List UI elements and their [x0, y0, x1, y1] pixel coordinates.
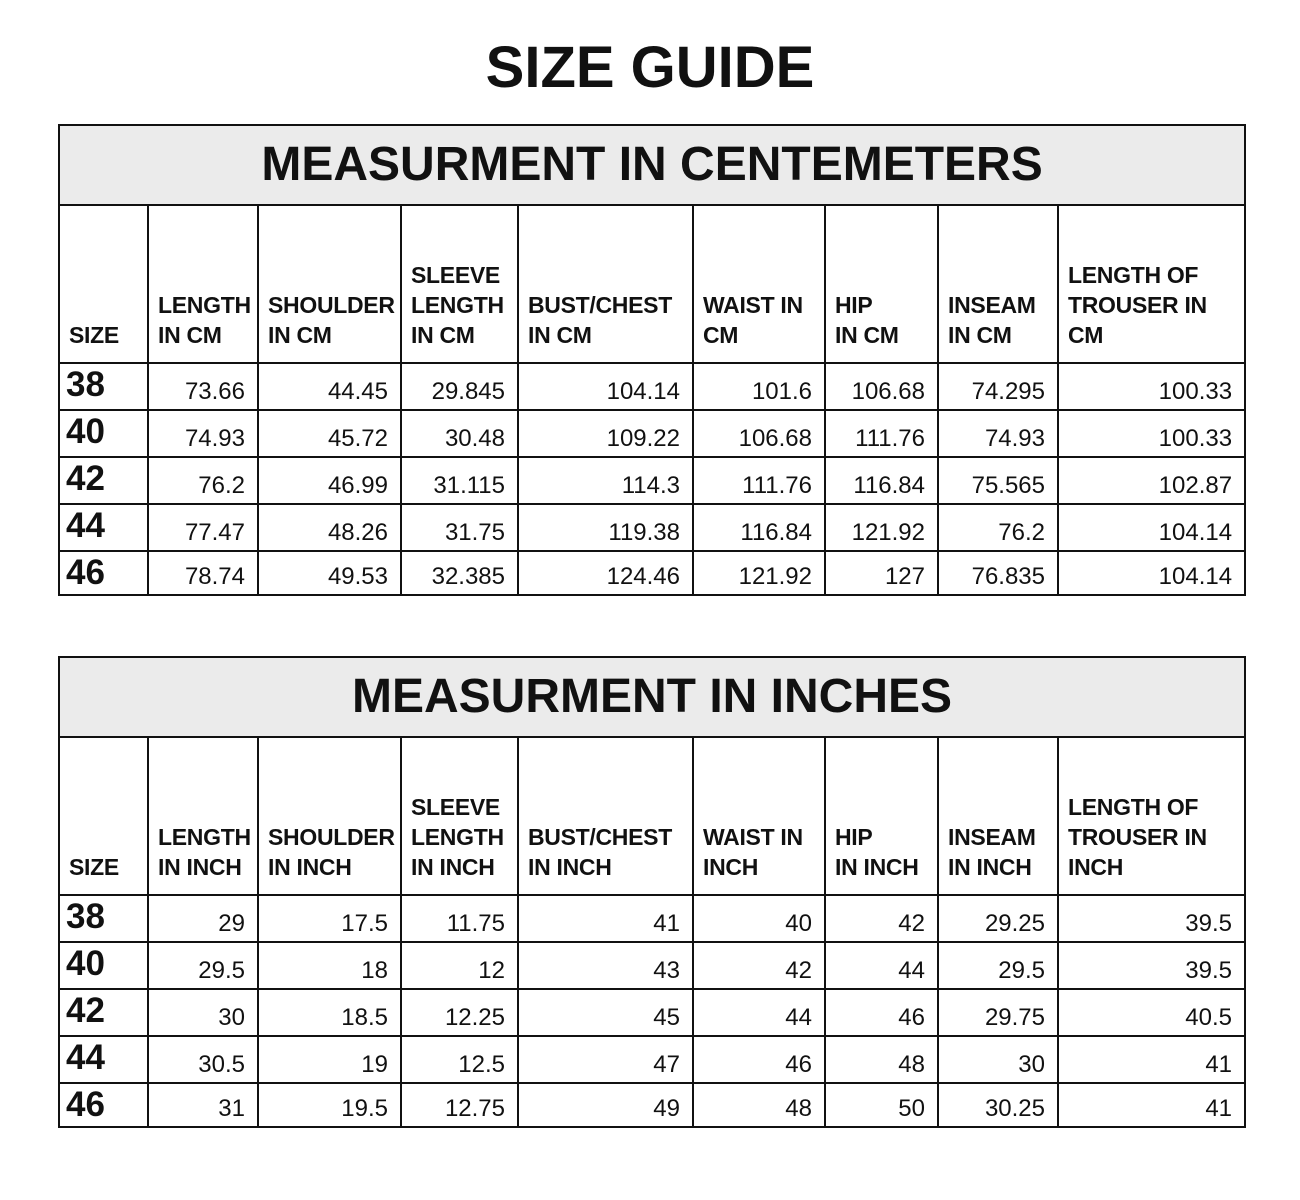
column-header-hip: HIP IN CM	[825, 205, 938, 363]
value-cell: 19.5	[258, 1083, 401, 1127]
value-cell: 40	[693, 895, 825, 942]
column-header-bust-chest: BUST/CHEST IN INCH	[518, 737, 693, 895]
value-cell: 29.75	[938, 989, 1058, 1036]
table-row	[59, 363, 1245, 410]
value-cell: 101.6	[693, 363, 825, 410]
table-row	[59, 551, 1245, 595]
size-cell: 40	[59, 410, 148, 457]
value-cell: 30	[938, 1036, 1058, 1083]
value-cell: 124.46	[518, 551, 693, 595]
value-cell: 119.38	[518, 504, 693, 551]
column-header-sleeve-length: SLEEVE LENGTH IN CM	[401, 205, 518, 363]
size-cell: 46	[59, 551, 148, 595]
value-cell: 41	[518, 895, 693, 942]
value-cell: 42	[693, 942, 825, 989]
value-cell: 111.76	[825, 410, 938, 457]
value-cell: 39.5	[1058, 895, 1245, 942]
table-row	[59, 457, 1245, 504]
value-cell: 100.33	[1058, 410, 1245, 457]
header-row	[59, 205, 1245, 363]
value-cell: 74.93	[148, 410, 258, 457]
column-header-size: SIZE	[59, 737, 148, 895]
size-cell: 46	[59, 1083, 148, 1127]
value-cell: 31.115	[401, 457, 518, 504]
value-cell: 104.14	[1058, 551, 1245, 595]
value-cell: 109.22	[518, 410, 693, 457]
header-row	[59, 737, 1245, 895]
value-cell: 106.68	[825, 363, 938, 410]
value-cell: 44	[825, 942, 938, 989]
value-cell: 32.385	[401, 551, 518, 595]
column-header-trouser-length: LENGTH OF TROUSER IN INCH	[1058, 737, 1245, 895]
value-cell: 76.835	[938, 551, 1058, 595]
column-header-inseam: INSEAM IN INCH	[938, 737, 1058, 895]
column-header-bust-chest: BUST/CHEST IN CM	[518, 205, 693, 363]
value-cell: 43	[518, 942, 693, 989]
value-cell: 121.92	[693, 551, 825, 595]
value-cell: 41	[1058, 1036, 1245, 1083]
value-cell: 12	[401, 942, 518, 989]
value-cell: 48.26	[258, 504, 401, 551]
size-cell: 44	[59, 504, 148, 551]
value-cell: 12.75	[401, 1083, 518, 1127]
value-cell: 74.295	[938, 363, 1058, 410]
size-table-inches	[58, 656, 1246, 1128]
value-cell: 104.14	[518, 363, 693, 410]
value-cell: 30.5	[148, 1036, 258, 1083]
size-cell: 42	[59, 457, 148, 504]
value-cell: 30	[148, 989, 258, 1036]
value-cell: 30.48	[401, 410, 518, 457]
size-cell: 38	[59, 895, 148, 942]
table-row	[59, 895, 1245, 942]
value-cell: 121.92	[825, 504, 938, 551]
value-cell: 48	[693, 1083, 825, 1127]
value-cell: 29.845	[401, 363, 518, 410]
value-cell: 104.14	[1058, 504, 1245, 551]
size-cell: 42	[59, 989, 148, 1036]
value-cell: 29	[148, 895, 258, 942]
size-table-centimeters	[58, 124, 1246, 596]
table-row	[59, 410, 1245, 457]
value-cell: 106.68	[693, 410, 825, 457]
value-cell: 46	[825, 989, 938, 1036]
value-cell: 44.45	[258, 363, 401, 410]
value-cell: 75.565	[938, 457, 1058, 504]
value-cell: 50	[825, 1083, 938, 1127]
table-heading: MEASURMENT IN INCHES	[59, 657, 1245, 737]
value-cell: 42	[825, 895, 938, 942]
value-cell: 11.75	[401, 895, 518, 942]
value-cell: 18.5	[258, 989, 401, 1036]
value-cell: 29.25	[938, 895, 1058, 942]
column-header-length: LENGTH IN INCH	[148, 737, 258, 895]
value-cell: 111.76	[693, 457, 825, 504]
value-cell: 30.25	[938, 1083, 1058, 1127]
value-cell: 114.3	[518, 457, 693, 504]
value-cell: 74.93	[938, 410, 1058, 457]
value-cell: 29.5	[148, 942, 258, 989]
table-heading: MEASURMENT IN CENTEMETERS	[59, 125, 1245, 205]
value-cell: 76.2	[938, 504, 1058, 551]
table-row	[59, 989, 1245, 1036]
value-cell: 78.74	[148, 551, 258, 595]
value-cell: 41	[1058, 1083, 1245, 1127]
value-cell: 12.25	[401, 989, 518, 1036]
value-cell: 31	[148, 1083, 258, 1127]
value-cell: 46	[693, 1036, 825, 1083]
value-cell: 102.87	[1058, 457, 1245, 504]
value-cell: 100.33	[1058, 363, 1245, 410]
value-cell: 40.5	[1058, 989, 1245, 1036]
column-header-size: SIZE	[59, 205, 148, 363]
value-cell: 39.5	[1058, 942, 1245, 989]
value-cell: 127	[825, 551, 938, 595]
value-cell: 48	[825, 1036, 938, 1083]
page-title: SIZE GUIDE	[485, 35, 815, 100]
column-header-waist: WAIST IN CM	[693, 205, 825, 363]
value-cell: 73.66	[148, 363, 258, 410]
column-header-hip: HIP IN INCH	[825, 737, 938, 895]
column-header-length: LENGTH IN CM	[148, 205, 258, 363]
column-header-shoulder: SHOULDER IN CM	[258, 205, 401, 363]
value-cell: 29.5	[938, 942, 1058, 989]
value-cell: 47	[518, 1036, 693, 1083]
value-cell: 76.2	[148, 457, 258, 504]
column-header-trouser-length: LENGTH OF TROUSER IN CM	[1058, 205, 1245, 363]
table-row	[59, 1083, 1245, 1127]
column-header-sleeve-length: SLEEVE LENGTH IN INCH	[401, 737, 518, 895]
column-header-waist: WAIST IN INCH	[693, 737, 825, 895]
size-cell: 40	[59, 942, 148, 989]
value-cell: 77.47	[148, 504, 258, 551]
column-header-shoulder: SHOULDER IN INCH	[258, 737, 401, 895]
value-cell: 12.5	[401, 1036, 518, 1083]
value-cell: 45.72	[258, 410, 401, 457]
value-cell: 17.5	[258, 895, 401, 942]
value-cell: 49.53	[258, 551, 401, 595]
value-cell: 116.84	[693, 504, 825, 551]
table-row	[59, 504, 1245, 551]
value-cell: 49	[518, 1083, 693, 1127]
value-cell: 45	[518, 989, 693, 1036]
value-cell: 31.75	[401, 504, 518, 551]
value-cell: 18	[258, 942, 401, 989]
value-cell: 19	[258, 1036, 401, 1083]
value-cell: 44	[693, 989, 825, 1036]
table-row	[59, 942, 1245, 989]
table-row	[59, 1036, 1245, 1083]
size-cell: 38	[59, 363, 148, 410]
value-cell: 116.84	[825, 457, 938, 504]
value-cell: 46.99	[258, 457, 401, 504]
column-header-inseam: INSEAM IN CM	[938, 205, 1058, 363]
size-cell: 44	[59, 1036, 148, 1083]
